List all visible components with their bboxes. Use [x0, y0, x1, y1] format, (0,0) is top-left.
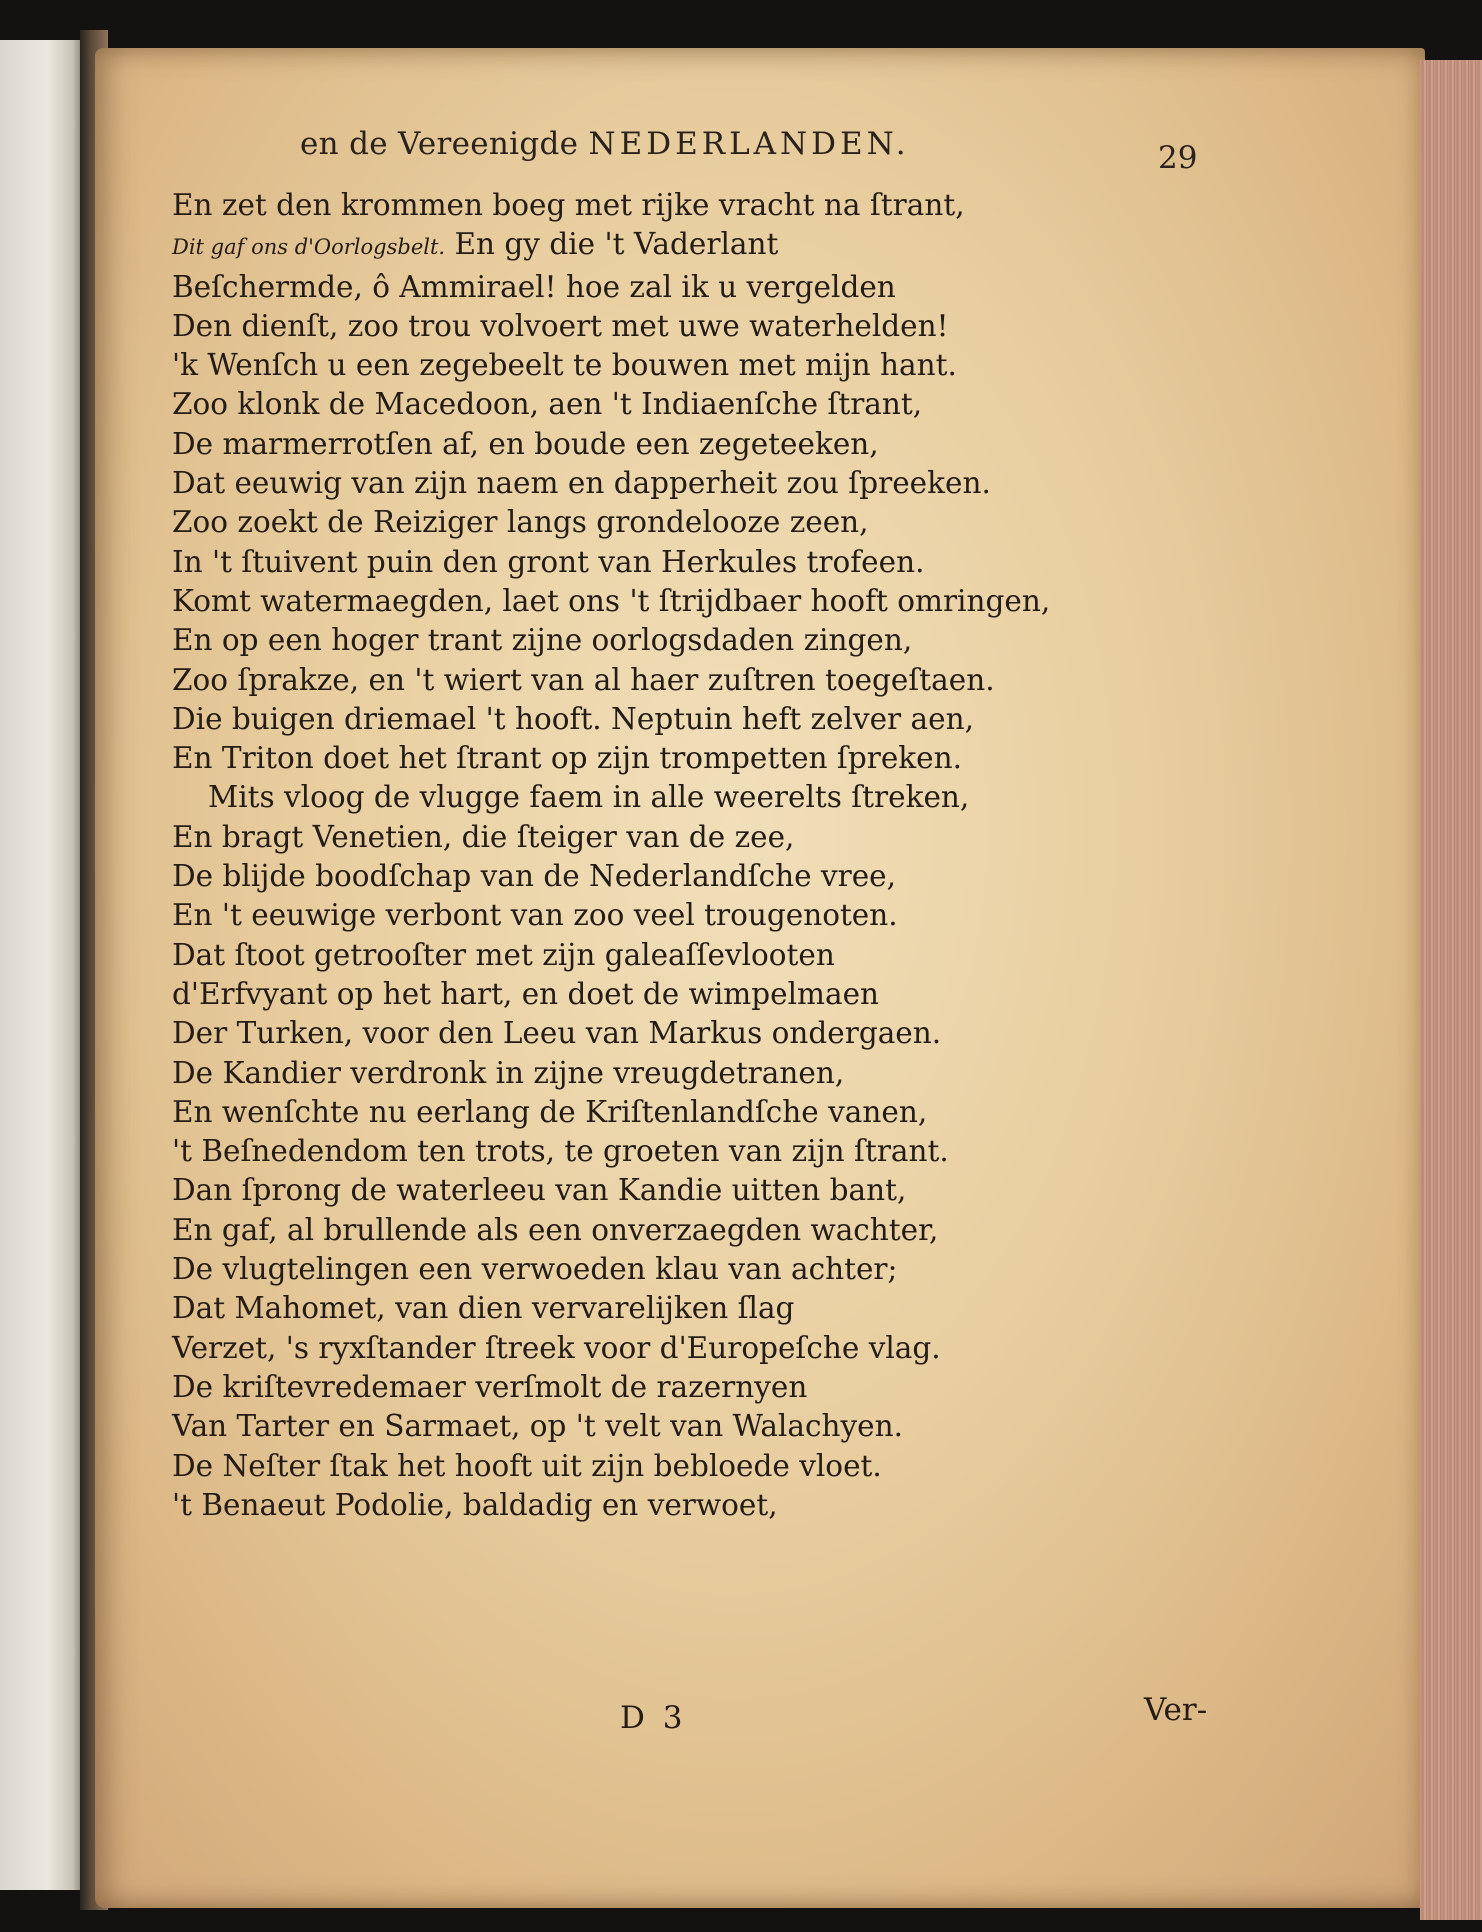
verse-line: Verzet, 's ryxſtander ſtreek voor d'Europeſche vlag.: [172, 1330, 941, 1365]
verse-line: Dat eeuwig van zijn naem en dapperheit zou ſpreeken.: [172, 466, 991, 501]
verse-line-with-note: [172, 225, 1232, 267]
verse-line: Zoo klonk de Macedoon, aen 't Indiaenſche ſtrant,: [172, 387, 923, 422]
verse-line: Dat ſtoot getrooſter met zijn galeaſſevlooten: [172, 937, 835, 972]
verse-line: Zoo zoekt de Reiziger langs grondelooze zeen,: [172, 505, 869, 540]
verse-line: En Triton doet het ſtrant op zijn trompetten ſpreken.: [172, 741, 963, 776]
verse-line: Zoo ſprakze, en 't wiert van al haer zuſtren toegeſtaen.: [172, 662, 995, 697]
verse-line: De Kandier verdronk in zijne vreugdetranen,: [172, 1055, 845, 1090]
verse-line: Der Turken, voor den Leeu van Markus ondergaen.: [172, 1016, 942, 1051]
verse-line: d'Erfvyant op het hart, en doet de wimpelmaen: [172, 976, 880, 1011]
verse-line: Den dienſt, zoo trou volvoert met uwe waterhelden!: [172, 308, 949, 343]
running-head: [300, 126, 910, 162]
marginal-note: Dit gaf ons d'Oorlogsbelt.: [172, 235, 446, 260]
verse-line: De Neſter ſtak het hooft uit zijn bebloede vloet.: [172, 1448, 882, 1483]
page-fore-edge: [1420, 60, 1482, 1920]
verse-line-indented: Mits vloog de vlugge faem in alle weerelts ſtreken,: [208, 780, 970, 815]
verse-line: Dat Mahomet, van dien vervarelijken ſlag: [172, 1291, 795, 1326]
running-head-text: en de Vereenigde: [300, 126, 579, 162]
verse-line: 't Beſnedendom ten trots, te groeten van zijn ſtrant.: [172, 1134, 949, 1169]
verse-line: En bragt Venetien, die ſteiger van de zee,: [172, 819, 795, 854]
verse-line: En gaf, al brullende als een onverzaegden wachter,: [172, 1212, 939, 1247]
verse-line: En 't eeuwige verbont van zoo veel trougenoten.: [172, 898, 898, 933]
verse-line: 'k Wenſch u een zegebeelt te bouwen met mijn hant.: [172, 348, 957, 383]
verse-text-block: [172, 186, 1232, 1525]
verse-line: Dan ſprong de waterleeu van Kandie uitten bant,: [172, 1173, 907, 1208]
verse-line: Die buigen driemael 't hooft. Neptuin heft zelver aen,: [172, 701, 974, 736]
verse-line: De kriſtevredemaer verſmolt de razernyen: [172, 1369, 808, 1404]
verse-line: Van Tarter en Sarmaet, op 't velt van Walachyen.: [172, 1409, 903, 1444]
verse-line-text: En gy die 't Vaderlant: [454, 227, 779, 262]
verse-line: Komt watermaegden, laet ons 't ſtrijdbaer hooft omringen,: [172, 583, 1051, 618]
catchword: Ver-: [1144, 1692, 1208, 1728]
running-head-caps: NEDERLANDEN.: [588, 126, 910, 162]
signature-mark: D 3: [620, 1700, 687, 1736]
verse-line: 't Benaeut Podolie, baldadig en verwoet,: [172, 1487, 778, 1522]
left-page-edge: [0, 40, 86, 1890]
verse-line: De blijde boodſchap van de Nederlandſche vree,: [172, 859, 896, 894]
page-number: 29: [1158, 140, 1198, 176]
verse-line: En zet den krommen boeg met rijke vracht na ſtrant,: [172, 188, 965, 222]
verse-line: De marmerrotſen af, en boude een zegeteeken,: [172, 426, 879, 461]
verse-line: En wenſchte nu eerlang de Kriſtenlandſche vanen,: [172, 1094, 928, 1129]
verse-line: Beſchermde, ô Ammirael! hoe zal ik u vergelden: [172, 269, 896, 304]
verse-line: De vlugtelingen een verwoeden klau van achter;: [172, 1252, 898, 1287]
verse-line: En op een hoger trant zijne oorlogsdaden zingen,: [172, 623, 913, 658]
verse-line: In 't ſtuivent puin den gront van Herkules trofeen.: [172, 544, 925, 579]
